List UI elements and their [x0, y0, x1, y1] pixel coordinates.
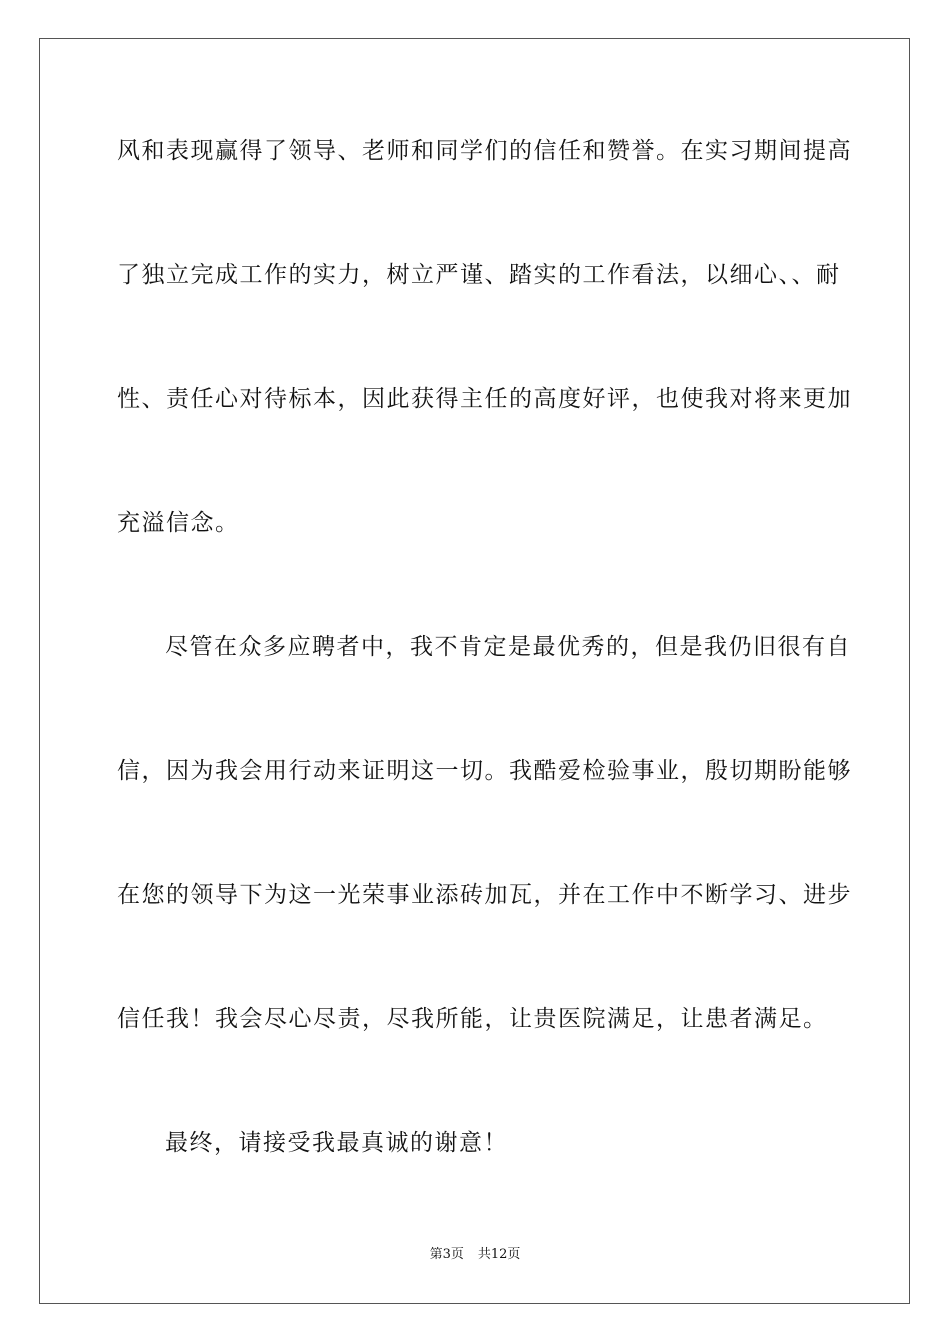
- page-frame: [39, 38, 910, 1304]
- text-line-1: 风和表现赢得了领导、老师和同学们的信任和赞誉。在实习期间提高: [117, 138, 852, 164]
- page-total: 共12页: [477, 1247, 521, 1262]
- page-number: 第3页: [429, 1247, 464, 1262]
- page-footer: [0, 1246, 950, 1264]
- text-line-5: 尽管在众多应聘者中，我不肯定是最优秀的，但是我仍旧很有自: [165, 634, 851, 660]
- text-line-7: 在您的领导下为这一光荣事业添砖加瓦，并在工作中不断学习、进步: [117, 882, 852, 908]
- text-line-2: 了独立完成工作的实力，树立严谨、踏实的工作看法，以细心、、耐: [117, 262, 841, 288]
- text-line-3: 性、责任心对待标本，因此获得主任的高度好评，也使我对将来更加: [117, 386, 852, 412]
- text-line-8: 信任我！我会尽心尽责，尽我所能，让贵医院满足，让患者满足。: [117, 1006, 828, 1032]
- text-line-6: 信，因为我会用行动来证明这一切。我酷爱检验事业，殷切期盼能够: [117, 758, 852, 784]
- text-line-4: 充溢信念。: [117, 510, 240, 536]
- text-line-9: 最终，请接受我最真诚的谢意！: [165, 1130, 508, 1156]
